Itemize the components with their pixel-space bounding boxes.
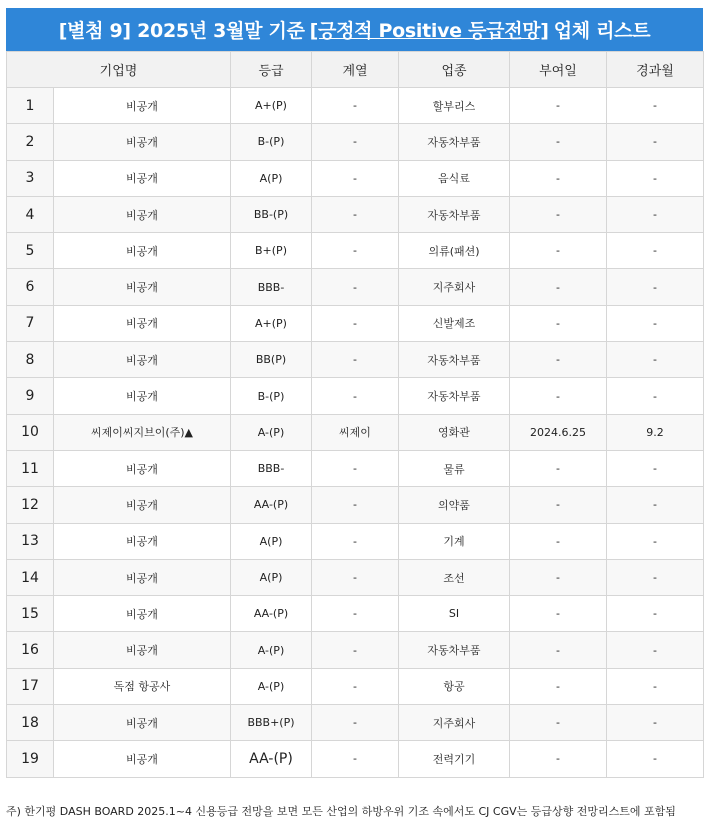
table-row <box>7 741 704 777</box>
cell-months: - <box>607 705 704 741</box>
cell-group: - <box>312 342 399 378</box>
table-row <box>7 559 704 595</box>
table-row <box>7 450 704 486</box>
cell-date: - <box>510 523 607 559</box>
cell-group: - <box>312 523 399 559</box>
cell-date: 2024.6.25 <box>510 414 607 450</box>
cell-industry: 전력기기 <box>399 741 510 777</box>
cell-industry: 항공 <box>399 668 510 704</box>
cell-months: - <box>607 596 704 632</box>
cell-date: - <box>510 559 607 595</box>
cell-company: 비공개 <box>54 632 231 668</box>
cell-company: 비공개 <box>54 378 231 414</box>
cell-no: 2 <box>7 124 54 160</box>
cell-company: 비공개 <box>54 705 231 741</box>
cell-industry: 조선 <box>399 559 510 595</box>
table-row <box>7 269 704 305</box>
cell-date: - <box>510 160 607 196</box>
cell-no: 1 <box>7 88 54 124</box>
cell-industry: 음식료 <box>399 160 510 196</box>
cell-no: 13 <box>7 523 54 559</box>
col-header-grade: 등급 <box>231 52 312 88</box>
table-row <box>7 124 704 160</box>
cell-company: 독점 항공사 <box>54 668 231 704</box>
cell-no: 18 <box>7 705 54 741</box>
cell-months: - <box>607 342 704 378</box>
cell-no: 19 <box>7 741 54 777</box>
cell-date: - <box>510 487 607 523</box>
cell-date: - <box>510 305 607 341</box>
cell-company: 비공개 <box>54 124 231 160</box>
title-underlined: [긍정적 Positive 등급전망] <box>309 20 549 42</box>
cell-no: 15 <box>7 596 54 632</box>
cell-months: - <box>607 269 704 305</box>
table-row <box>7 196 704 232</box>
cell-company: 비공개 <box>54 305 231 341</box>
cell-company: 비공개 <box>54 450 231 486</box>
cell-no: 7 <box>7 305 54 341</box>
cell-date: - <box>510 668 607 704</box>
cell-industry: 자동차부품 <box>399 124 510 160</box>
col-header-industry: 업종 <box>399 52 510 88</box>
cell-industry: 영화관 <box>399 414 510 450</box>
cell-grade: AA-(P) <box>231 596 312 632</box>
cell-no: 3 <box>7 160 54 196</box>
cell-grade: AA-(P) <box>231 741 312 777</box>
cell-company: 비공개 <box>54 233 231 269</box>
cell-months: - <box>607 196 704 232</box>
cell-months: - <box>607 487 704 523</box>
cell-no: 5 <box>7 233 54 269</box>
cell-no: 14 <box>7 559 54 595</box>
cell-date: - <box>510 378 607 414</box>
cell-grade: B-(P) <box>231 124 312 160</box>
cell-no: 4 <box>7 196 54 232</box>
cell-group: - <box>312 705 399 741</box>
table-row <box>7 414 704 450</box>
cell-date: - <box>510 632 607 668</box>
footnote: 주) 한기평 DASH BOARD 2025.1~4 신용등급 전망을 보면 모든 산업의 하방우위 기조 속에서도 CJ CGV는 등급상향 전망리스트에 포함됨 <box>6 805 676 818</box>
table-row <box>7 632 704 668</box>
cell-company: 비공개 <box>54 596 231 632</box>
cell-date: - <box>510 233 607 269</box>
cell-company: 비공개 <box>54 269 231 305</box>
cell-date: - <box>510 88 607 124</box>
cell-grade: BB(P) <box>231 342 312 378</box>
cell-group: - <box>312 233 399 269</box>
table-row <box>7 233 704 269</box>
cell-months: - <box>607 88 704 124</box>
title-prefix: [별첨 9] 2025년 3월말 기준 <box>58 20 305 42</box>
cell-industry: 지주회사 <box>399 269 510 305</box>
cell-months: - <box>607 450 704 486</box>
table-row <box>7 305 704 341</box>
cell-no: 10 <box>7 414 54 450</box>
cell-months: - <box>607 305 704 341</box>
cell-company: 비공개 <box>54 523 231 559</box>
cell-months: 9.2 <box>607 414 704 450</box>
cell-grade: A-(P) <box>231 632 312 668</box>
table-header-row <box>7 52 704 88</box>
cell-grade: BBB- <box>231 269 312 305</box>
cell-industry: SI <box>399 596 510 632</box>
cell-no: 16 <box>7 632 54 668</box>
cell-company: 씨제이씨지브이(주)▲ <box>54 414 231 450</box>
table-row <box>7 160 704 196</box>
cell-grade: BBB+(P) <box>231 705 312 741</box>
cell-no: 8 <box>7 342 54 378</box>
cell-grade: A-(P) <box>231 414 312 450</box>
cell-industry: 자동차부품 <box>399 342 510 378</box>
cell-group: - <box>312 741 399 777</box>
cell-months: - <box>607 632 704 668</box>
cell-group: - <box>312 668 399 704</box>
cell-no: 9 <box>7 378 54 414</box>
cell-industry: 자동차부품 <box>399 196 510 232</box>
cell-grade: A(P) <box>231 523 312 559</box>
cell-grade: A+(P) <box>231 305 312 341</box>
cell-grade: A(P) <box>231 559 312 595</box>
table-row <box>7 668 704 704</box>
cell-industry: 신발제조 <box>399 305 510 341</box>
cell-months: - <box>607 233 704 269</box>
cell-no: 12 <box>7 487 54 523</box>
cell-no: 17 <box>7 668 54 704</box>
table-row <box>7 88 704 124</box>
cell-industry: 물류 <box>399 450 510 486</box>
cell-company: 비공개 <box>54 160 231 196</box>
cell-group: - <box>312 596 399 632</box>
cell-grade: A+(P) <box>231 88 312 124</box>
col-header-date: 부여일 <box>510 52 607 88</box>
cell-industry: 의약품 <box>399 487 510 523</box>
cell-group: - <box>312 378 399 414</box>
table-row <box>7 523 704 559</box>
cell-grade: B+(P) <box>231 233 312 269</box>
cell-company: 비공개 <box>54 741 231 777</box>
cell-industry: 의류(패션) <box>399 233 510 269</box>
cell-months: - <box>607 668 704 704</box>
cell-group: - <box>312 487 399 523</box>
col-header-group: 계열 <box>312 52 399 88</box>
cell-group: - <box>312 269 399 305</box>
cell-company: 비공개 <box>54 342 231 378</box>
cell-industry: 기계 <box>399 523 510 559</box>
cell-grade: BBB- <box>231 450 312 486</box>
cell-grade: AA-(P) <box>231 487 312 523</box>
cell-months: - <box>607 523 704 559</box>
rating-list <box>6 8 703 778</box>
cell-group: - <box>312 88 399 124</box>
cell-date: - <box>510 450 607 486</box>
page-title <box>6 8 703 51</box>
cell-grade: A(P) <box>231 160 312 196</box>
cell-months: - <box>607 559 704 595</box>
cell-date: - <box>510 705 607 741</box>
cell-company: 비공개 <box>54 88 231 124</box>
cell-months: - <box>607 124 704 160</box>
cell-group: - <box>312 196 399 232</box>
cell-date: - <box>510 124 607 160</box>
cell-date: - <box>510 596 607 632</box>
cell-group: - <box>312 305 399 341</box>
cell-no: 6 <box>7 269 54 305</box>
company-table <box>6 51 704 778</box>
cell-months: - <box>607 160 704 196</box>
cell-company: 비공개 <box>54 196 231 232</box>
cell-date: - <box>510 342 607 378</box>
cell-group: - <box>312 124 399 160</box>
cell-group: - <box>312 559 399 595</box>
cell-no: 11 <box>7 450 54 486</box>
cell-months: - <box>607 378 704 414</box>
cell-company: 비공개 <box>54 559 231 595</box>
title-suffix: 업체 리스트 <box>553 20 651 42</box>
table-row <box>7 705 704 741</box>
cell-date: - <box>510 269 607 305</box>
table-row <box>7 487 704 523</box>
cell-months: - <box>607 741 704 777</box>
cell-industry: 할부리스 <box>399 88 510 124</box>
cell-date: - <box>510 196 607 232</box>
table-row <box>7 596 704 632</box>
cell-industry: 자동차부품 <box>399 632 510 668</box>
cell-group: 씨제이 <box>312 414 399 450</box>
cell-industry: 자동차부품 <box>399 378 510 414</box>
cell-grade: B-(P) <box>231 378 312 414</box>
cell-date: - <box>510 741 607 777</box>
col-header-months: 경과월 <box>607 52 704 88</box>
cell-company: 비공개 <box>54 487 231 523</box>
cell-group: - <box>312 160 399 196</box>
cell-grade: BB-(P) <box>231 196 312 232</box>
col-header-company: 기업명 <box>7 52 231 88</box>
table-row <box>7 342 704 378</box>
cell-industry: 지주회사 <box>399 705 510 741</box>
cell-group: - <box>312 450 399 486</box>
table-body <box>7 88 704 778</box>
cell-group: - <box>312 632 399 668</box>
cell-grade: A-(P) <box>231 668 312 704</box>
table-row <box>7 378 704 414</box>
